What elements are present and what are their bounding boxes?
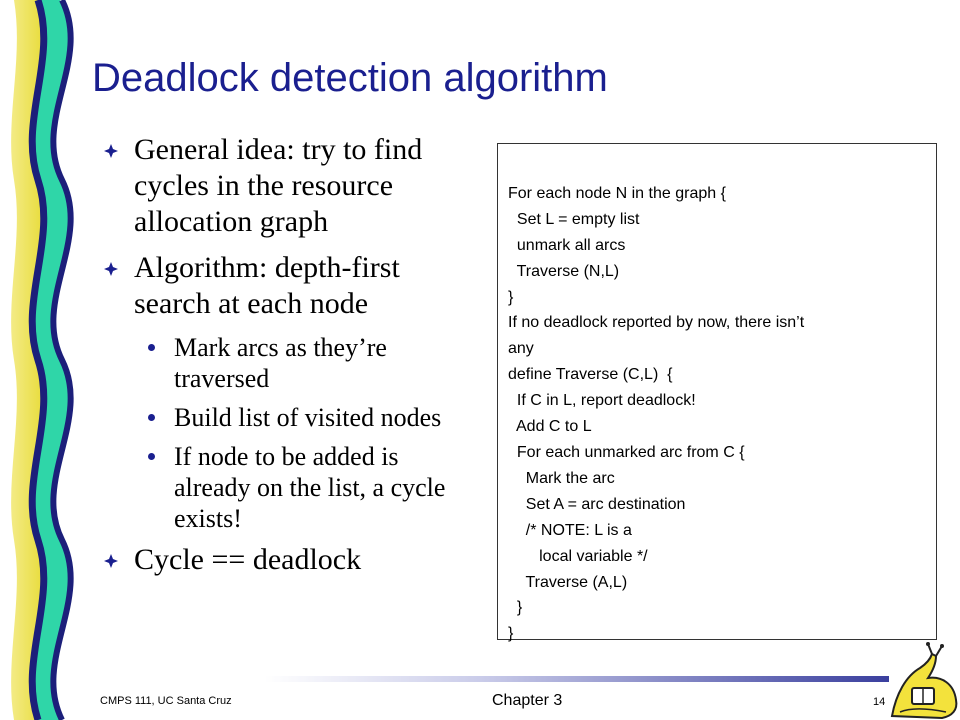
pseudocode-box [497, 143, 937, 643]
code-line: Set A = arc destination [508, 495, 686, 513]
round-bullet-icon [148, 453, 155, 460]
round-bullet-icon [148, 414, 155, 421]
decorative-wave-border [0, 0, 90, 720]
diamond-bullet-icon [104, 554, 118, 568]
code-line: Traverse (A,L) [508, 573, 628, 591]
code-line: } [508, 599, 523, 617]
bullet-list [104, 132, 474, 588]
code-line: define Traverse (C,L) { [508, 366, 673, 384]
sub-bullet-item [148, 332, 474, 394]
slide-title: Deadlock detection algorithm [92, 56, 608, 100]
sub-bullet-text: Mark arcs as they’re traversed [174, 333, 387, 393]
code-line: If C in L, report deadlock! [508, 392, 696, 410]
code-line: Mark the arc [508, 469, 615, 487]
code-line: } [508, 288, 514, 306]
sub-bullet-text: Build list of visited nodes [174, 403, 442, 432]
code-line: If no deadlock reported by now, there isn’t [508, 314, 805, 332]
sub-bullet-item [148, 441, 474, 534]
pseudocode-text [508, 155, 804, 699]
code-line: Traverse (N,L) [508, 262, 620, 280]
bullet-text: General idea: try to find cycles in the resource allocation graph [134, 133, 423, 238]
bullet-item [104, 250, 474, 322]
bullet-text: Cycle == deadlock [134, 543, 362, 576]
diamond-bullet-icon [104, 262, 118, 276]
code-line: For each node N in the graph { [508, 184, 726, 202]
bullet-item [104, 132, 474, 240]
banana-slug-mascot-icon [886, 642, 960, 720]
page-number: 14 [873, 696, 886, 708]
bullet-item [104, 542, 474, 578]
code-line: } [508, 625, 514, 643]
code-line: local variable */ [508, 547, 648, 565]
code-line: unmark all arcs [508, 236, 626, 254]
code-line: Add C to L [508, 418, 592, 436]
diamond-bullet-icon [104, 144, 118, 158]
sub-bullet-item [148, 402, 474, 433]
footer-course: CMPS 111, UC Santa Cruz [100, 695, 232, 707]
footer-divider [265, 676, 889, 682]
code-line: any [508, 340, 534, 358]
code-line: /* NOTE: L is a [508, 521, 632, 539]
code-line: Set L = empty list [508, 210, 640, 228]
code-line: For each unmarked arc from C { [508, 443, 745, 461]
footer-chapter: Chapter 3 [492, 692, 563, 709]
sub-bullet-text: If node to be added is already on the list, a cycle exists! [174, 442, 446, 533]
round-bullet-icon [148, 344, 155, 351]
bullet-text: Algorithm: depth-first search at each node [134, 251, 400, 320]
